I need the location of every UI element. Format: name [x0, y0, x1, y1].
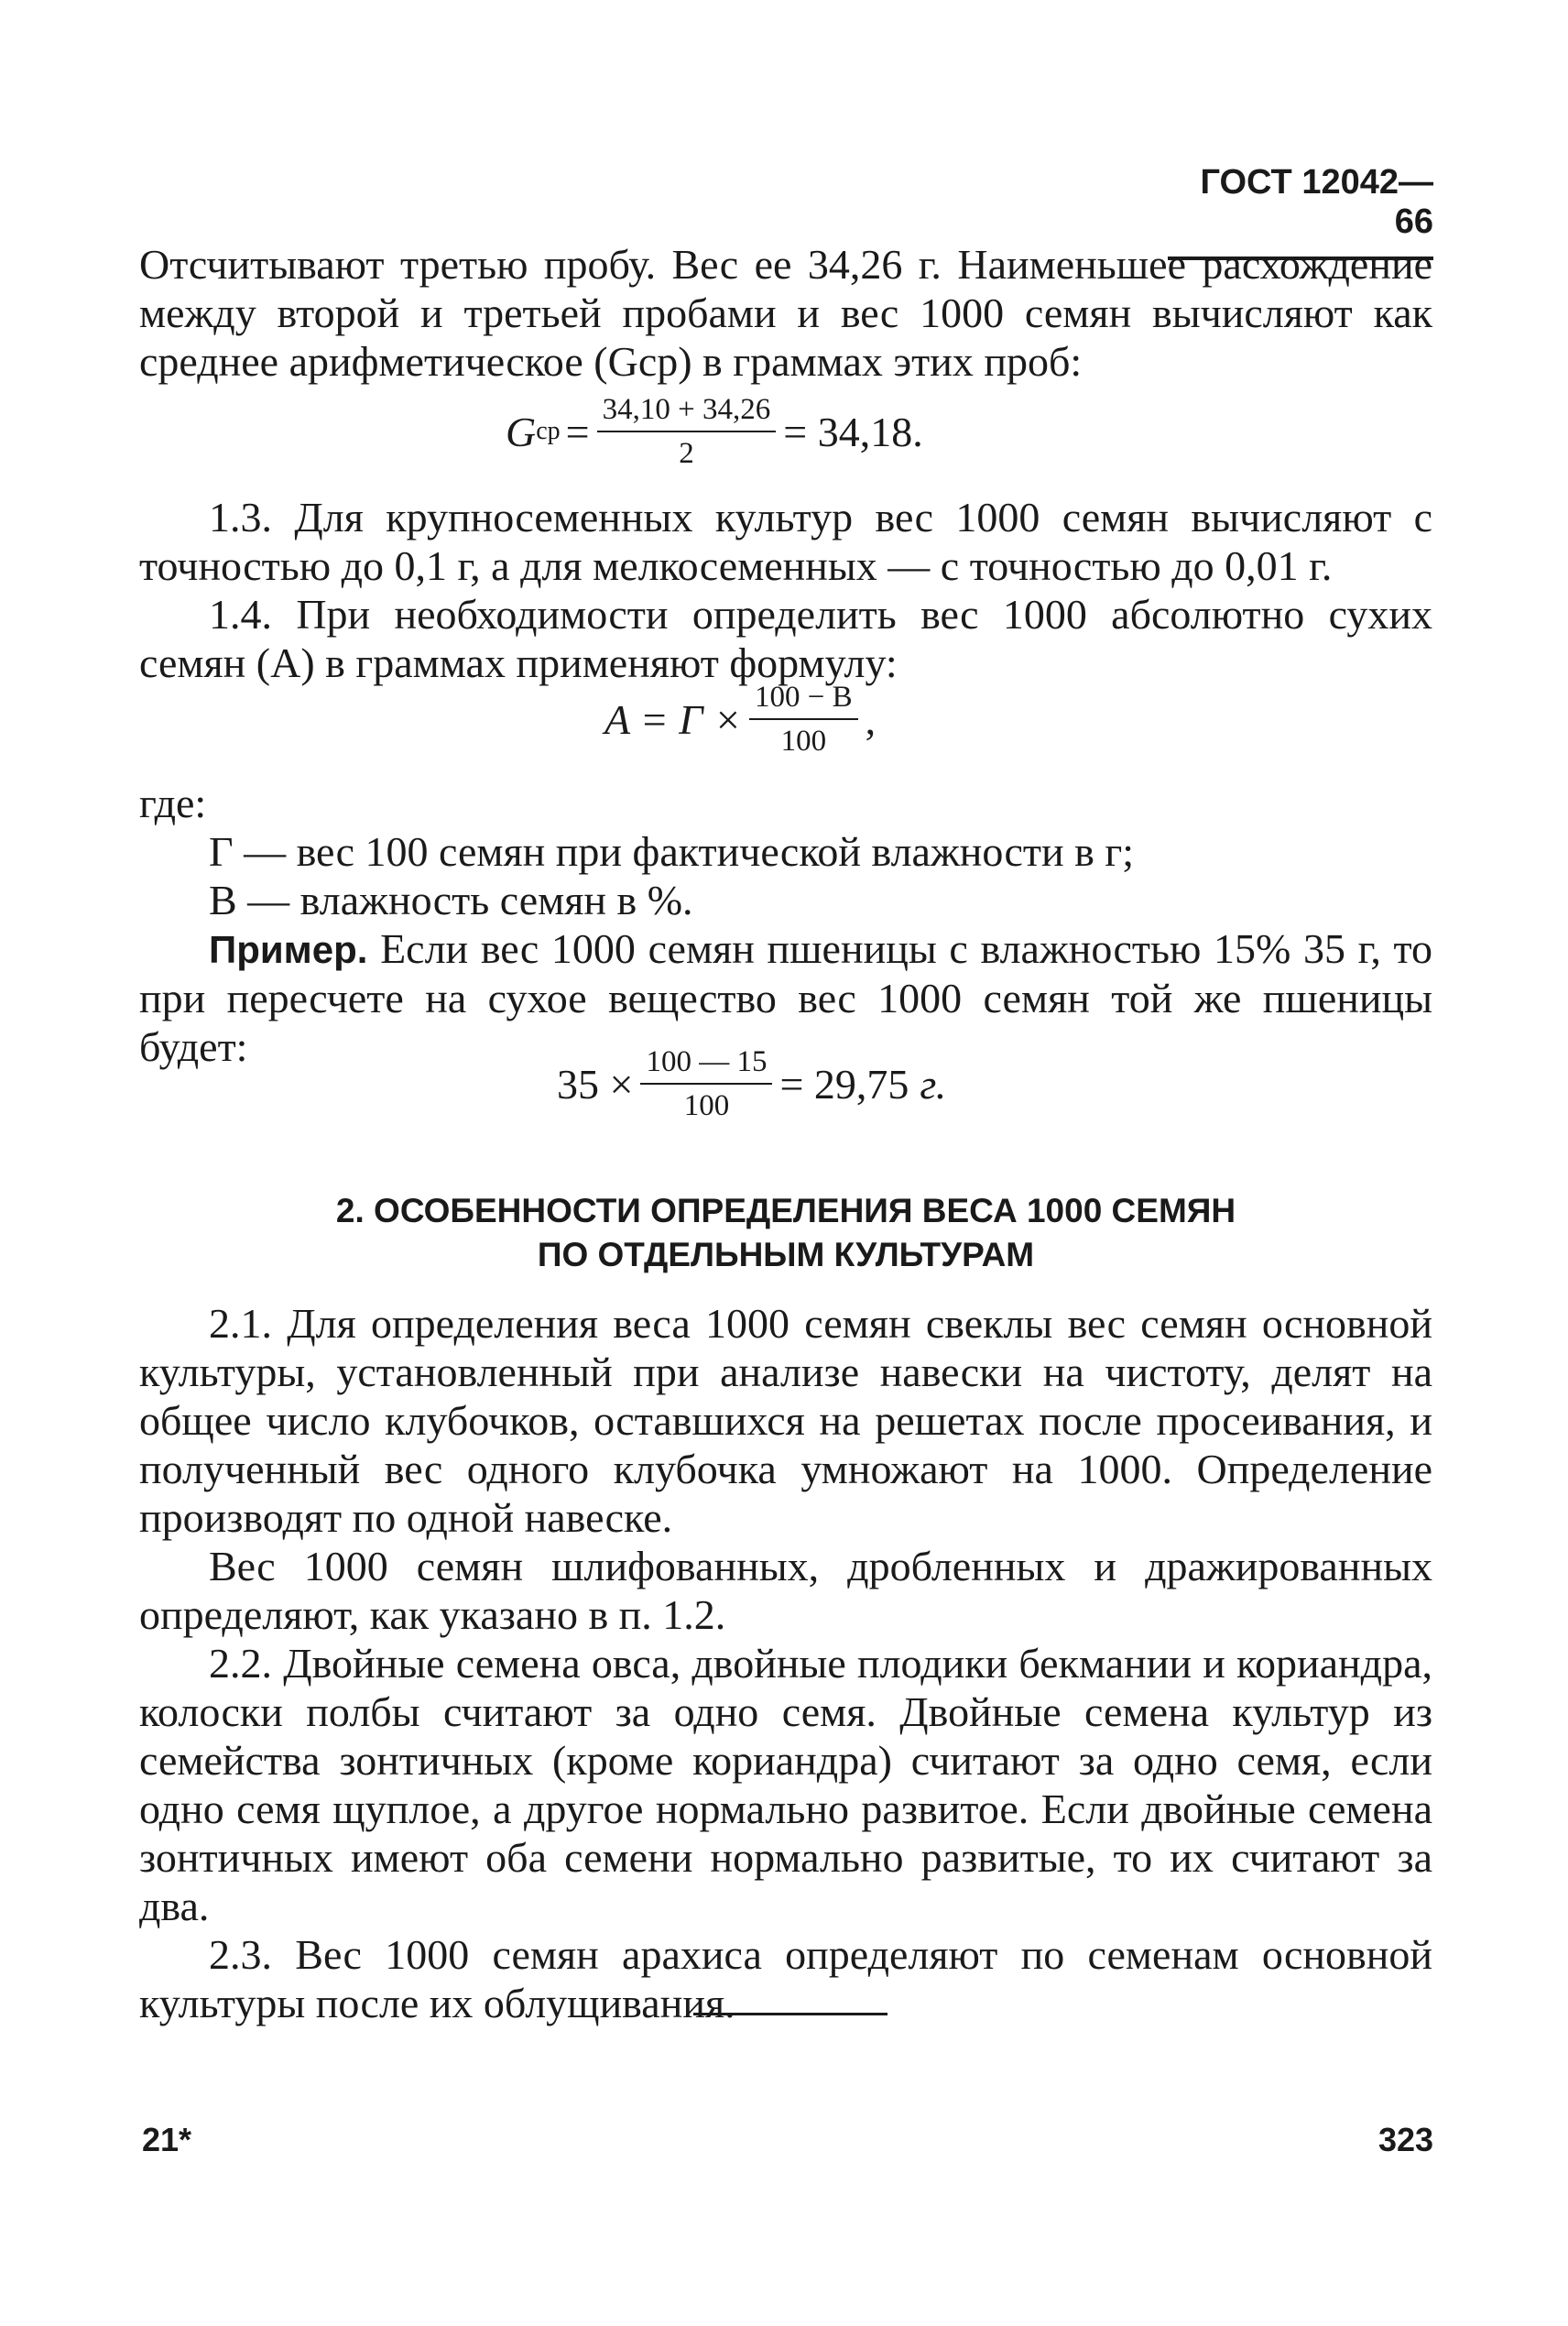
- where-label: где:: [139, 780, 207, 826]
- section-heading-line1: 2. ОСОБЕННОСТИ ОПРЕДЕЛЕНИЯ ВЕСА 1000 СЕМЯН: [335, 1192, 1236, 1229]
- formula-dry-lhs: A = Г ×: [604, 695, 743, 743]
- formula-mean-denominator: 2: [679, 437, 694, 470]
- formula-mean-fraction: [597, 392, 777, 471]
- formula-example-denominator: 100: [683, 1089, 730, 1122]
- formula-mean-eq: =: [565, 408, 590, 455]
- footer-signature: 21*: [142, 2121, 192, 2158]
- page-number: 323: [1378, 2121, 1434, 2158]
- formula-dry-denominator: 100: [780, 725, 827, 758]
- formula-mean-result: = 34,18.: [783, 408, 923, 455]
- paragraph-2-3: 2.3. Вес 1000 семян арахиса определяют по семенам основной культуры после их облущивания.: [139, 1931, 1432, 2026]
- page-header: ГОСТ 12042—66: [1168, 163, 1433, 260]
- paragraph-2-1: 2.1. Для определения веса 1000 семян свеклы вес семян основной культуры, установленный при анализе навески на чистоту, делят на общее число клубочков, оставшихся на решетах после просеивания, и полученный вес одного клубочка умножают на 1000. Определение производят по одной навеске.: [139, 1300, 1432, 1541]
- formula-dry-fraction: [749, 680, 858, 759]
- formula-example-result: = 29,75: [779, 1060, 909, 1108]
- formula-mean-lhs-sub: ср: [536, 417, 561, 445]
- definitions-block: [139, 779, 1432, 1071]
- formula-mean-numerator: 34,10 + 34,26: [597, 392, 777, 432]
- paragraph-intro: Отсчитывают третью пробу. Вес ее 34,26 г. Наименьшее расхождение между второй и третьей пробами и вес 1000 семян вычисляют как среднее арифметическое (Gср) в граммах этих проб:: [139, 241, 1432, 385]
- intro-paragraph: [139, 240, 1432, 386]
- section-heading: [139, 1189, 1432, 1277]
- formula-dry-tail: ,: [865, 695, 877, 743]
- paragraph-2-1b: Вес 1000 семян шлифованных, дробленных и дражированных определяют, как указано в п. 1.2.: [139, 1543, 1432, 1638]
- paragraphs-1-3-1-4: [139, 493, 1432, 687]
- formula-dry-weight: [604, 680, 876, 759]
- formula-example-numerator: 100 — 15: [640, 1044, 772, 1085]
- formula-example-lhs: 35 ×: [557, 1060, 634, 1108]
- section-heading-line2: ПО ОТДЕЛЬНЫМ КУЛЬТУРАМ: [537, 1236, 1035, 1273]
- example-label: Пример.: [209, 928, 368, 971]
- example-text: Если вес 1000 семян пшеницы с влажностью 15% 35 г, то при пересчете на сухое вещество вес 1000 семян той же пшеницы будет:: [139, 925, 1432, 1070]
- definition-b: В — влажность семян в %.: [209, 877, 693, 923]
- formula-example: [557, 1044, 946, 1123]
- paragraph-1-4: 1.4. При необходимости определить вес 1000 абсолютно сухих семян (А) в граммах применяют формулу:: [139, 591, 1432, 686]
- end-rule: [693, 2013, 887, 2015]
- paragraph-2-2: 2.2. Двойные семена овса, двойные плодики бекмании и кориандра, колоски полбы считают за одно семя. Двойные семена культур из семейства зонтичных (кроме кориандра) считают за одно семя, если одно семя щуплое, а другое нормально развитое. Если двойные семена зонтичных имеют оба семени нормально развитые, то их считают за два.: [139, 1640, 1432, 1929]
- formula-example-unit: г.: [920, 1060, 947, 1108]
- definition-g: Г — вес 100 семян при фактической влажности в г;: [209, 828, 1135, 875]
- section-2-paragraphs: [139, 1299, 1432, 2027]
- formula-mean: [506, 392, 923, 471]
- formula-mean-lhs: G: [506, 408, 537, 455]
- paragraph-1-3: 1.3. Для крупносеменных культур вес 1000 семян вычисляют с точностью до 0,1 г, а для мелкосеменных — с точностью до 0,01 г.: [139, 494, 1432, 589]
- formula-dry-numerator: 100 − B: [749, 680, 858, 720]
- formula-example-fraction: [640, 1044, 772, 1123]
